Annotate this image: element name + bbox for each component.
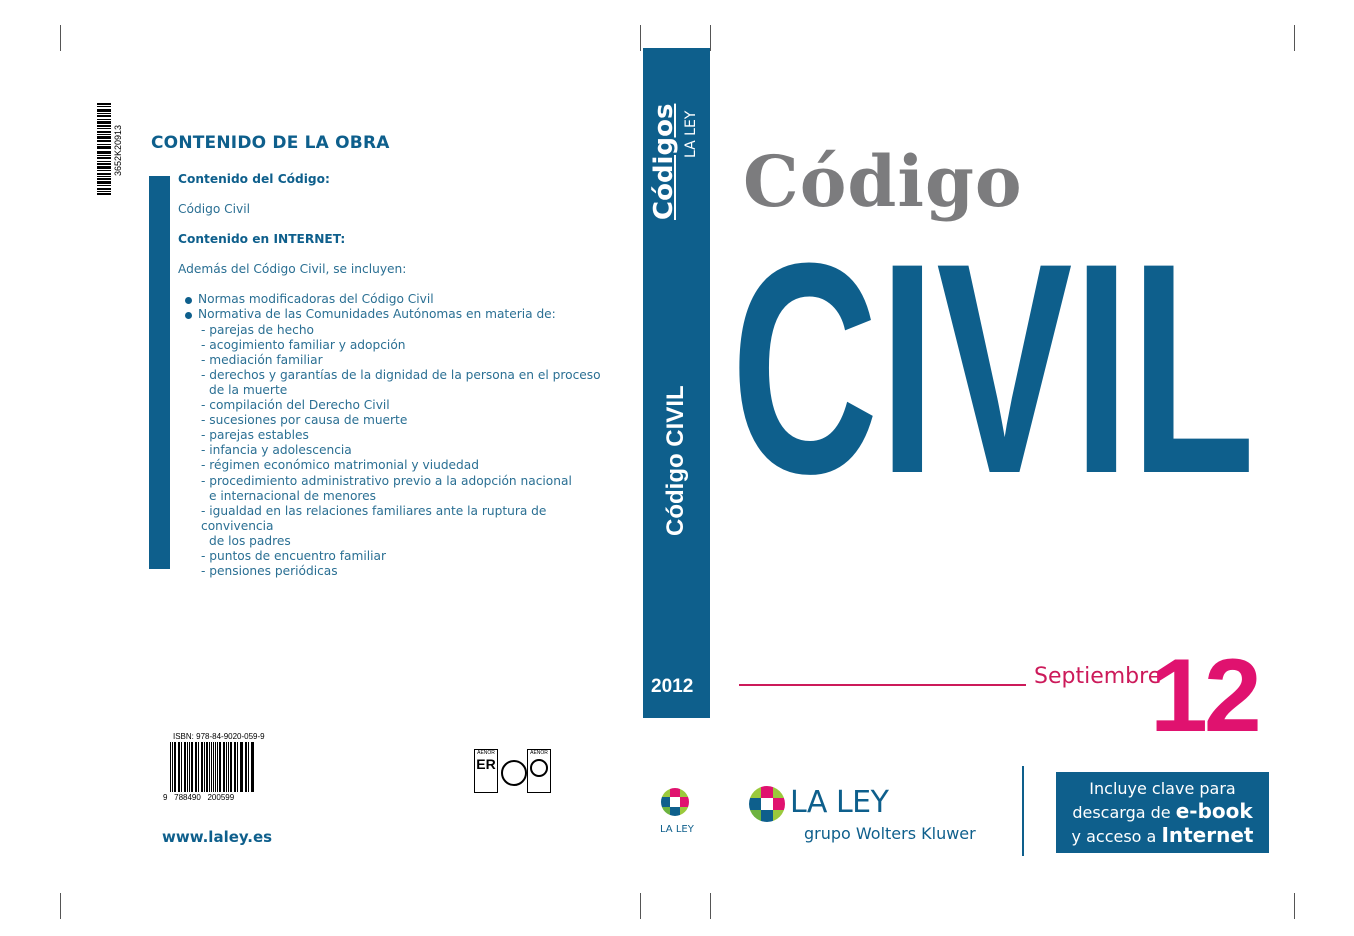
barcode-bar [196, 742, 197, 792]
website-link[interactable]: www.laley.es [162, 828, 273, 846]
barcode-bar [248, 742, 249, 792]
heading-code: Contenido del Código: [178, 172, 330, 186]
crop-mark [710, 893, 711, 919]
barcode-bar [219, 742, 220, 792]
barcode-bar [179, 742, 180, 792]
aenor-er-logo: AENOR ER [474, 749, 498, 793]
barcode-bar [174, 742, 175, 792]
logo-tile [773, 798, 785, 810]
spine-year: 2012 [651, 676, 694, 697]
logo-tile [670, 797, 679, 806]
spine-publisher: LA LEY [683, 110, 699, 158]
la-ley-logo-icon [749, 786, 785, 822]
sub-item: - compilación del Derecho Civil [201, 398, 390, 413]
certification-logos [474, 749, 552, 791]
bullet-item: Normativa de las Comunidades Autónomas en materia de: [178, 307, 618, 322]
edition-number: 12 [1150, 638, 1258, 754]
contents-block [178, 172, 618, 579]
logo-tile [670, 807, 679, 816]
crop-mark [710, 25, 711, 51]
back-section-title: CONTENIDO DE LA OBRA [151, 133, 390, 153]
logo-tile [749, 810, 761, 822]
logo-tile [761, 786, 773, 798]
sub-item: - régimen económico matrimonial y viudedad [201, 458, 479, 473]
barcode-bar [253, 742, 254, 792]
spine [643, 48, 710, 718]
sub-item: de los padres [209, 533, 291, 548]
divider [1022, 766, 1024, 856]
logo-tile [773, 810, 785, 822]
logo-tile [749, 798, 761, 810]
sub-item: - derechos y garantías de la dignidad de la persona en el proceso [201, 367, 601, 382]
barcode-bar [237, 742, 238, 792]
sub-item: - sucesiones por causa de muerte [201, 413, 408, 428]
isbn-barcode [170, 742, 256, 792]
crop-mark [1294, 893, 1295, 919]
accent-bar [149, 176, 170, 569]
crop-mark [60, 25, 61, 51]
small-code: 3652K20913 [113, 124, 123, 176]
crop-mark [60, 893, 61, 919]
barcode-digits: 9 788490 200599 [163, 793, 235, 802]
edition-month: Septiembre [1034, 664, 1162, 689]
aenor-gp-logo: AENOR [527, 749, 551, 793]
spine-series: Códigos [649, 103, 679, 220]
isbn-label: ISBN: 978-84-9020-059-9 [173, 732, 265, 741]
barcode-bar [207, 742, 208, 792]
sub-item: - mediación familiar [201, 352, 323, 367]
promo-line: Incluye clave para [1089, 779, 1236, 798]
sub-item: - parejas estables [201, 428, 309, 443]
barcode-bar [184, 742, 185, 792]
sub-item: - parejas de hecho [201, 322, 315, 337]
sub-item: - acogimiento familiar y adopción [201, 337, 406, 352]
logo-tile [661, 807, 670, 816]
crop-mark [1294, 25, 1295, 51]
code-item: Código Civil [178, 202, 251, 217]
logo-tile [680, 797, 689, 806]
barcode-bar [231, 742, 232, 792]
logo-tile [670, 788, 679, 797]
logo-tile [749, 786, 761, 798]
iqnet-logo [501, 760, 527, 786]
ebook-promo-box [1056, 772, 1269, 853]
sub-item: - procedimiento administrativo previo a la adopción nacional [201, 473, 572, 488]
barcode-bar [202, 742, 203, 792]
sub-item: e internacional de menores [209, 488, 376, 503]
logo-tile [761, 798, 773, 810]
sub-item: - pensiones periódicas [201, 564, 338, 579]
logo-tile [761, 810, 773, 822]
publisher-group: grupo Wolters Kluwer [804, 824, 976, 843]
barcode-bar [228, 742, 229, 792]
sub-item: - igualdad en las relaciones familiares ante la ruptura de convivencia [201, 503, 547, 533]
crop-mark [640, 25, 641, 51]
spine-title: Código CIVIL [662, 385, 689, 536]
crop-mark [640, 893, 641, 919]
la-ley-logo-icon [661, 788, 689, 816]
logo-tile [661, 797, 670, 806]
barcode-bar [211, 742, 212, 792]
publisher-name: LA LEY [790, 785, 889, 820]
promo-line: y acceso a Internet [1071, 823, 1254, 847]
intro-text: Además del Código Civil, se incluyen: [178, 262, 407, 277]
title-word-codigo: Código [743, 140, 1023, 223]
bullet-item: Normas modificadoras del Código Civil [178, 292, 618, 307]
spine-logo-label: LA LEY [660, 824, 694, 835]
barcode-bar [189, 742, 190, 792]
logo-tile [680, 807, 689, 816]
heading-internet: Contenido en INTERNET: [178, 232, 346, 247]
barcode-bar [191, 742, 192, 792]
barcode-bar [220, 742, 221, 792]
barcode-bar [242, 742, 243, 792]
logo-tile [661, 788, 670, 797]
small-barcode [97, 103, 111, 195]
edition-rule [739, 684, 1026, 686]
logo-tile [773, 786, 785, 798]
title-word-civil: CIVIL [731, 200, 1256, 536]
sub-item: de la muerte [209, 382, 288, 397]
sub-item: - infancia y adolescencia [201, 443, 352, 458]
logo-tile [680, 788, 689, 797]
promo-line: descarga de e-book [1072, 799, 1253, 823]
sub-item: - puntos de encuentro familiar [201, 548, 387, 563]
